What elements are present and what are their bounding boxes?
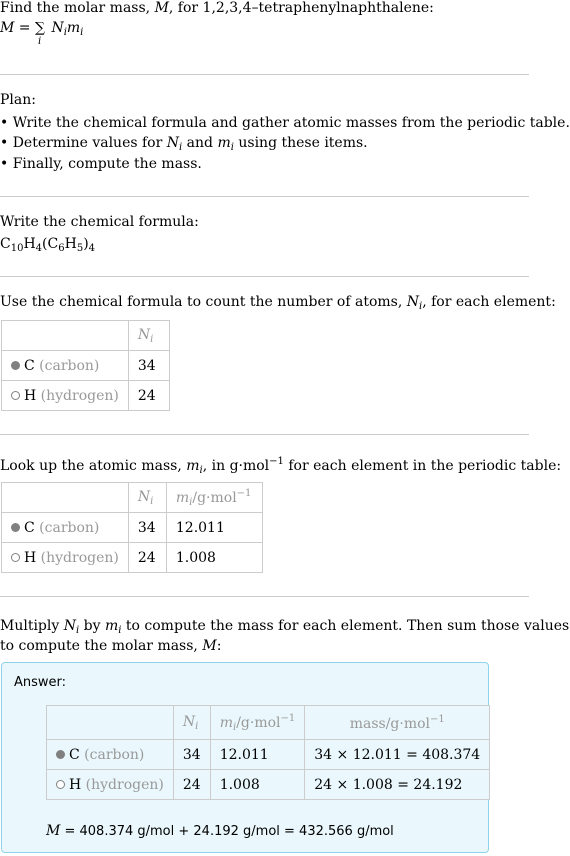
chemical-formula: $C_{10}H_4(C_6H_5)_4$	[0, 236, 96, 254]
element-cell: C (carbon)	[2, 351, 129, 381]
column-header-m: $m_i/g\cdot mol^{-1}$	[166, 483, 262, 513]
divider	[0, 434, 529, 435]
divider	[0, 596, 529, 597]
column-header-n: $N_i$	[128, 483, 166, 513]
multiply-line-2: to compute the molar mass, M:	[0, 638, 222, 654]
column-header-m: $m_i/g\cdot mol^{-1}$	[210, 706, 305, 740]
answer-box	[1, 662, 489, 853]
multiply-line-1: Multiply $N_i$ by $m_i$ to compute the mass for each element. Then sum those values	[0, 618, 570, 636]
n-cell: 34	[173, 740, 210, 770]
carbon-dot-icon	[11, 361, 20, 370]
formula-heading: Write the chemical formula:	[0, 214, 199, 230]
table-row	[2, 513, 263, 543]
table-header-row	[2, 483, 263, 513]
m-cell: 1.008	[166, 543, 262, 573]
hydrogen-dot-icon	[11, 553, 20, 562]
m-cell: 1.008	[210, 770, 305, 800]
plan-item: • Finally, compute the mass.	[0, 156, 202, 172]
count-heading: Use the chemical formula to count the number of atoms, $N_i$, for each element:	[0, 294, 556, 312]
table-row	[47, 740, 490, 770]
table-row	[2, 351, 170, 381]
mass-cell: 24 × 1.008 = 24.192	[305, 770, 490, 800]
divider	[0, 74, 529, 75]
answer-label: Answer:	[14, 675, 67, 690]
intro-line: Find the molar mass, M, for 1,2,3,4–tetraphenylnaphthalene:	[0, 0, 434, 16]
answer-table	[46, 705, 490, 800]
element-cell: C (carbon)	[2, 513, 129, 543]
mass-cell: 34 × 12.011 = 408.374	[305, 740, 490, 770]
element-cell: C (carbon)	[47, 740, 174, 770]
lookup-table	[1, 482, 263, 573]
table-header-row	[47, 706, 490, 740]
m-cell: 12.011	[210, 740, 305, 770]
carbon-dot-icon	[56, 750, 65, 759]
table-row	[47, 770, 490, 800]
element-cell: H (hydrogen)	[2, 381, 129, 411]
sum-symbol: ∑ i	[34, 20, 45, 47]
table-row	[2, 543, 263, 573]
column-header-n: $N_i$	[128, 321, 169, 351]
n-cell: 24	[173, 770, 210, 800]
n-cell: 34	[128, 513, 166, 543]
count-table	[1, 320, 170, 411]
n-cell: 34	[128, 351, 169, 381]
n-cell: 24	[128, 381, 169, 411]
molar-mass-formula: M = ∑ i $N_im_i$	[0, 20, 84, 47]
hydrogen-dot-icon	[11, 391, 20, 400]
element-cell: H (hydrogen)	[2, 543, 129, 573]
carbon-dot-icon	[11, 523, 20, 532]
element-cell: H (hydrogen)	[47, 770, 174, 800]
m-cell: 12.011	[166, 513, 262, 543]
lookup-heading: Look up the atomic mass, $m_i$, in g·mol$^{-1}$ for each element in the periodic table:	[0, 456, 562, 476]
divider	[0, 196, 529, 197]
hydrogen-dot-icon	[56, 780, 65, 789]
column-header-n: $N_i$	[173, 706, 210, 740]
table-row	[2, 381, 170, 411]
plan-item: • Determine values for $N_i$ and $m_i$ using these items.	[0, 135, 368, 153]
divider	[0, 276, 529, 277]
plan-heading: Plan:	[0, 92, 36, 108]
n-cell: 24	[128, 543, 166, 573]
plan-item: • Write the chemical formula and gather atomic masses from the periodic table.	[0, 115, 570, 131]
answer-result: M = 408.374 g/mol + 24.192 g/mol = 432.566 g/mol	[46, 823, 394, 839]
column-header-mass: mass/g·mol$^{-1}$	[305, 706, 490, 740]
table-header-row	[2, 321, 170, 351]
